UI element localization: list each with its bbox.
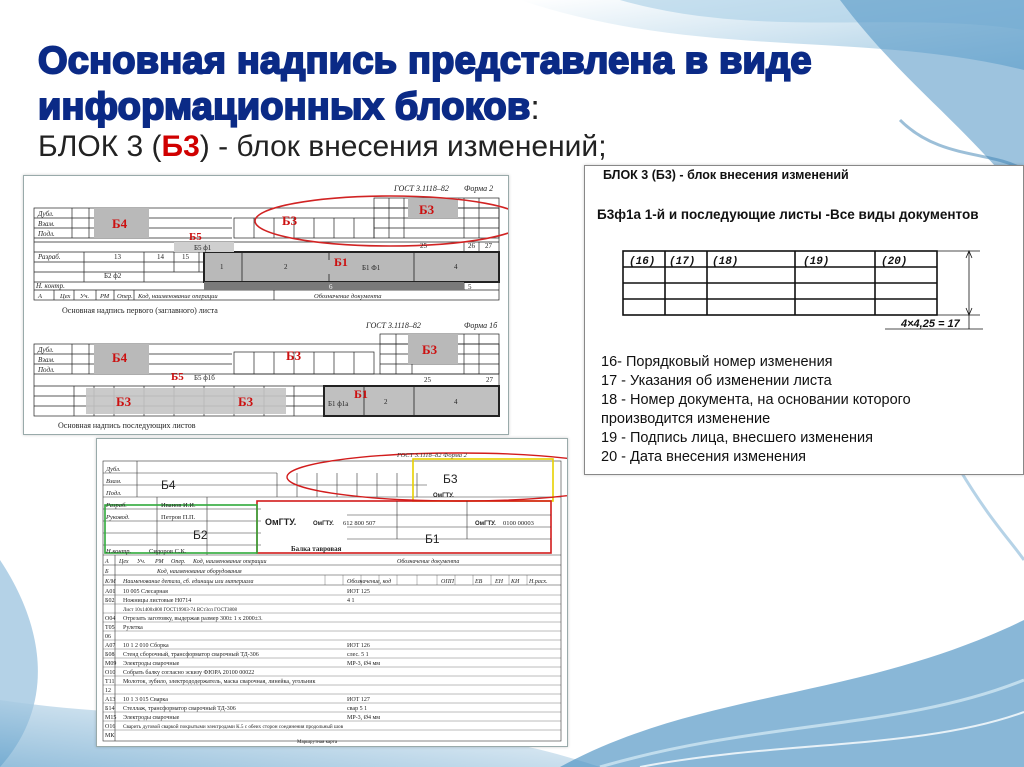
lower-head3-km: К/М	[105, 579, 116, 585]
lower-rukovod-name: Петров П.П.	[161, 514, 196, 521]
lower-omgtu-3: ОмГТУ.	[475, 521, 496, 527]
b2f2-label: Б2 ф2	[104, 272, 122, 280]
b1f1a-label: Б1 ф1а	[328, 400, 349, 408]
row-code: Т11	[105, 679, 115, 685]
row-text: Стеллаж, трансформатор сварочный ТД-306	[123, 706, 236, 712]
lower-row-vzam: Взам.	[106, 478, 122, 485]
row-text: Стенд сборочный, трансформатор сварочный ТД-306	[123, 652, 259, 658]
cell-1: 1	[220, 263, 224, 271]
label-b4-top: Б4	[112, 216, 128, 231]
label-b5-bottom: Б5	[171, 371, 184, 383]
col-label-19: (19)	[803, 256, 830, 268]
cell-4: 4	[454, 263, 458, 271]
lower-code-1: 612 800 507	[343, 520, 376, 527]
lower-razrab-label: Разраб.	[106, 502, 127, 509]
row-doc: МР-3, Ø4 мм	[347, 715, 381, 721]
right-panel-subheading: Б3ф1а 1-й и последующие листы -Все виды документов	[597, 207, 979, 222]
row-label-dubl: Дубл.	[38, 210, 54, 218]
row-code: Б14	[105, 706, 115, 712]
lower-head1-a: А	[105, 559, 109, 565]
row-label-podl: Подл.	[38, 230, 55, 238]
row-code: О16	[105, 724, 116, 730]
route-card-drawing	[97, 439, 567, 746]
row-label-vzam-2: Взам.	[38, 356, 55, 364]
lower-razrab-name: Иванов И.И.	[161, 502, 196, 509]
label-b3-row-2: Б3	[238, 394, 254, 409]
row-doc: ИОТ 127	[347, 697, 370, 703]
row-text: Сварить дуговой сваркой покрытыми электродами К.5 с обеих сторон соединения продольный шов	[123, 724, 344, 730]
lower-form-image	[96, 438, 568, 747]
row-doc: Маршрутная карта	[297, 740, 338, 745]
caption-next-sheets: Основная надпись последующих листов	[58, 421, 196, 430]
num2-25: 25	[424, 376, 431, 384]
row-doc: 4 1	[347, 598, 355, 604]
subtitle-prefix: БЛОК 3 (	[38, 130, 162, 163]
lower-head1-ceh: Цех	[119, 559, 129, 565]
row-text: Рулетка	[123, 625, 143, 631]
legend-item-17: 17 - Указания об изменении листа	[601, 373, 832, 389]
forma-label-1: Форма 2	[464, 184, 494, 193]
legend-item-18-cont: производится изменение	[601, 411, 771, 427]
legend-item-19: 19 - Подпись лица, внесшего изменения	[601, 430, 874, 446]
subtitle	[38, 130, 607, 164]
row-text: 10 1 2 010 Сборка	[123, 643, 169, 649]
right-panel-heading: БЛОК 3 (Б3) - блок внесения изменений	[603, 168, 849, 182]
row-doc: свар 5 1	[347, 706, 368, 712]
row-text: Молоток, зубило, электрододержатель, маска сварочная, линейка, угольник	[123, 679, 316, 685]
row-code: А07	[105, 643, 116, 649]
cell-5: 5	[468, 283, 472, 291]
label-b1-top: Б1	[334, 255, 348, 269]
hdr-uch: Уч.	[80, 293, 90, 300]
hdr-a: А	[38, 293, 42, 300]
hdr-oboz: Обозначение документа	[314, 293, 382, 300]
slide-title	[38, 38, 938, 130]
col-14: 14	[157, 253, 164, 261]
label-b3-top-right: Б3	[419, 202, 435, 217]
label-b4-bottom: Б4	[112, 350, 128, 365]
label-b3-top: Б3	[282, 213, 298, 228]
legend-item-16: 16- Порядковый номер изменения	[601, 354, 833, 370]
hdr-ceh: Цех	[60, 293, 71, 300]
row-code: М09	[105, 661, 117, 667]
row-code: Т05	[105, 625, 115, 631]
forma-label-2: Форма 1б	[464, 321, 498, 330]
row-doc: ИОТ 125	[347, 589, 370, 595]
row-text: Ножницы листовые Н0714	[123, 598, 192, 604]
lower-head3-ev: ЕВ	[475, 579, 483, 585]
cell-b1f1: Б1 Ф1	[362, 264, 381, 272]
num2-2: 2	[384, 398, 388, 406]
b5f1b-label: Б5 ф1б	[194, 374, 215, 382]
row-label-dubl-2: Дубл.	[38, 346, 54, 354]
lower-label-b1: Б1	[425, 532, 440, 546]
label-b3-bottom-right: Б3	[422, 342, 438, 357]
legend-item-18: 18 - Номер документа, на основании которого	[601, 392, 911, 408]
gost-label-2: ГОСТ 3.1118–82	[366, 321, 421, 330]
dimension-label: 4×4,25 = 17	[901, 318, 960, 330]
lower-head1-rm: РМ	[155, 559, 164, 565]
lower-head2-b: Б	[105, 569, 109, 575]
num2-27: 27	[486, 376, 493, 384]
col-label-17: (17)	[669, 256, 696, 268]
row-code: О10	[105, 670, 116, 676]
row-code: А01	[105, 589, 116, 595]
row-code: М15	[105, 715, 117, 721]
upper-form-image	[23, 175, 509, 435]
upper-form-drawing	[24, 176, 508, 434]
lower-head1-kod: Код, наименование операции	[193, 559, 267, 565]
label-b3-bottom: Б3	[286, 348, 302, 363]
row-doc: МР-3, Ø4 мм	[347, 661, 381, 667]
lower-head3-en: ЕН	[495, 579, 503, 585]
row-text: 10 005 Слесарная	[123, 589, 168, 595]
row-code: 06	[105, 634, 111, 640]
razrab-label: Разраб.	[38, 253, 61, 261]
nkontr-label: Н. контр.	[36, 282, 65, 290]
num-25: 25	[420, 242, 427, 250]
row-code: МК	[105, 733, 115, 739]
row-code: Б08	[105, 652, 115, 658]
subtitle-highlight: Б3	[161, 130, 200, 163]
lower-nkontr-label: Н.контр.	[106, 548, 132, 555]
title-line-1: Основная надпись представлена в виде	[38, 40, 812, 82]
lower-head3-opp: ОПП	[441, 579, 454, 585]
row-label-vzam: Взам.	[38, 220, 55, 228]
lower-head3-ki: КИ	[511, 579, 520, 585]
legend-item-20: 20 - Дата внесения изменения	[601, 449, 807, 465]
num-27: 27	[485, 242, 492, 250]
row-text: Собрать балку согласно эскизу ФЮРА 20100 00022	[123, 670, 255, 676]
row-text: Лист 10х1400х800 ГОСТ19903-74 ВСт3сп ГОСТ3808	[123, 608, 237, 613]
title-line-2: информационных блоков	[38, 86, 531, 128]
lower-code-2: 0100 00003	[503, 520, 534, 527]
num2-4: 4	[454, 398, 458, 406]
lower-head3-oboz: Обозначение, код	[347, 579, 392, 585]
row-code: О04	[105, 616, 116, 622]
lower-label-b3: Б3	[443, 472, 458, 486]
cell-2: 2	[284, 263, 288, 271]
label-b1-bottom: Б1	[354, 387, 368, 401]
row-text: Отрезать заготовку, выдержав размер 300± 1 х 2000±3.	[123, 616, 263, 622]
lower-head1-oboz: Обозначение документа	[397, 559, 460, 565]
hdr-kod: Код, наименование операции	[138, 293, 218, 300]
lower-label-b4: Б4	[161, 478, 176, 492]
lower-balka: Балка тавровая	[291, 545, 342, 553]
lower-rukovod-label: Руковод.	[106, 514, 130, 521]
col-label-18: (18)	[712, 256, 739, 268]
lower-omgtu-4: ОмГТУ.	[433, 493, 454, 499]
label-b3-row-1: Б3	[116, 394, 132, 409]
col-label-16: (16)	[629, 256, 656, 268]
row-doc: ИОТ 126	[347, 643, 370, 649]
row-code: 12	[105, 688, 111, 694]
cell-6: 6	[329, 283, 333, 291]
lower-head1-uch: Уч.	[137, 559, 146, 565]
num-26: 26	[468, 242, 475, 250]
lower-gost-label: ГОСТ 3.1118–82 Форма 2	[397, 452, 467, 459]
row-text: Электроды сварочные	[123, 661, 180, 667]
row-doc: слес. 5 1	[347, 652, 369, 658]
caption-first-sheet: Основная надпись первого (заглавного) листа	[62, 306, 218, 315]
lower-head2-kod: Код, наименование оборудования	[157, 569, 242, 575]
lower-head3-naim: Наименование детали, сб. единицы или материала	[123, 579, 254, 585]
lower-omgtu-1: ОмГТУ.	[265, 517, 297, 527]
lower-head1-oper: Опер.	[171, 559, 186, 565]
gost-label-1: ГОСТ 3.1118–82	[394, 184, 449, 193]
row-code: Б02	[105, 598, 115, 604]
lower-head3-nrash: Н.расх.	[529, 579, 548, 585]
row-label-podl-2: Подл.	[38, 366, 55, 374]
row-code: А13	[105, 697, 116, 703]
right-panel	[584, 165, 1024, 475]
title-colon: :	[530, 89, 540, 127]
hdr-oper: Опер.	[117, 293, 133, 300]
hdr-rm: РМ	[100, 293, 110, 300]
lower-nkontr-name: Сидоров С.К.	[149, 548, 187, 555]
col-label-20: (20)	[881, 256, 908, 268]
lower-row-podl: Подл.	[106, 490, 122, 497]
lower-label-b2: Б2	[193, 528, 208, 542]
label-b5-top: Б5	[189, 231, 202, 243]
col-13: 13	[114, 253, 121, 261]
row-text: 10 1 3 015 Сварка	[123, 697, 168, 703]
lower-omgtu-2: ОмГТУ.	[313, 521, 334, 527]
lower-row-dubl: Дубл.	[106, 466, 121, 473]
col-15: 15	[182, 253, 189, 261]
row-text: Электроды сварочные	[123, 715, 180, 721]
b5f1-label: Б5 ф1	[194, 244, 212, 252]
subtitle-suffix: ) - блок внесения изменений;	[199, 130, 607, 163]
